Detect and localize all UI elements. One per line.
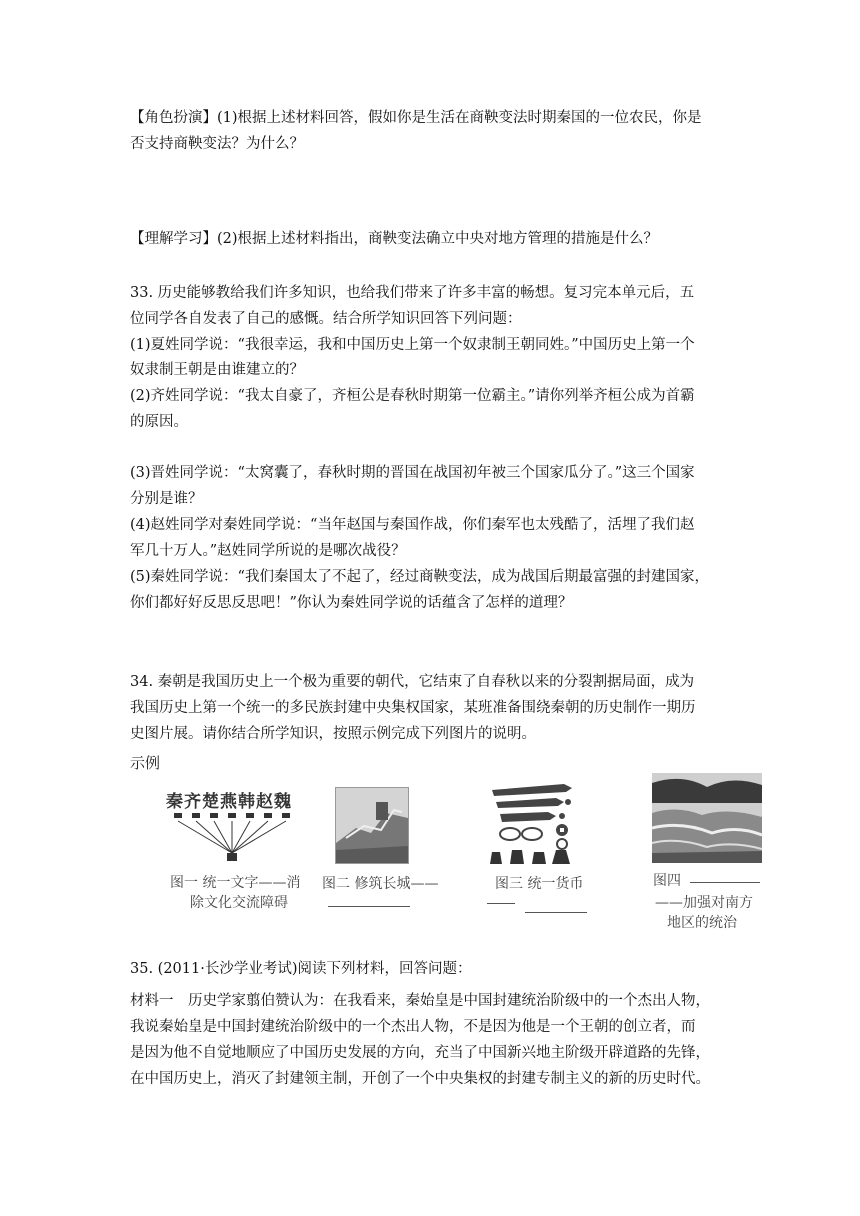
example-label: 示例 bbox=[130, 754, 161, 772]
q35-material-line: 材料一 历史学家翦伯赞认为：在我看来，秦始皇是中国封建统治阶级中的一个杰出人物， bbox=[130, 993, 710, 1009]
q35-material-line: 在中国历史上，消灭了封建领主制，开创了一个中央集权的封建专制主义的新的历史时代。 bbox=[130, 1071, 710, 1087]
q34-line: 史图片展。请你结合所学知识，按照示例完成下列图片的说明。 bbox=[130, 726, 536, 742]
q33-line: (5)秦姓同学说：“我们秦国太了不起了，经过商鞅变法，成为战国后期最富强的封建国家， bbox=[130, 569, 709, 585]
seven-states-text: 秦齐楚燕韩赵魏 bbox=[166, 792, 292, 812]
q34-line: 34. 秦朝是我国历史上一个极为重要的朝代，它结束了自春秋以来的分裂割据局面，成为 bbox=[130, 674, 695, 690]
q35-material-line: 我说秦始皇是中国封建统治阶级中的一个杰出人物，不是因为他是一个王朝的创立者，而 bbox=[130, 1019, 696, 1035]
q33-line: 33. 历史能够教给我们许多知识，也给我们带来了许多丰富的畅想。复习完本单元后，五 bbox=[130, 285, 695, 301]
fig4-caption-line1: 图四 bbox=[653, 873, 681, 889]
q33-line: 奴隶制王朝是由谁建立的？ bbox=[130, 362, 304, 378]
q33-line: 你们都好好反思反思吧！”你认为秦姓同学说的话蕴含了怎样的道理？ bbox=[130, 595, 573, 611]
fig3-currency-image bbox=[486, 778, 580, 868]
q33-line: (4)赵姓同学对秦姓同学说：“当年赵国与秦国作战，你们秦军也太残酷了，活埋了我们赵 bbox=[130, 517, 695, 533]
fig2-answer-blank[interactable] bbox=[328, 906, 410, 907]
fig4-caption-line2: ——加强对南方 bbox=[655, 895, 753, 911]
fig2-caption: 图二 修筑长城—— bbox=[322, 876, 439, 892]
q33-line: 的原因。 bbox=[130, 414, 188, 430]
q33-line: 分别是谁？ bbox=[130, 491, 203, 507]
role-play-line-1: 【角色扮演】(1)根据上述材料回答，假如你是生活在商鞅变法时期秦国的一位农民，你是 bbox=[130, 110, 702, 126]
fig1-caption-line2: 除文化交流障碍 bbox=[190, 895, 288, 911]
understand-line: 【理解学习】(2)根据上述材料指出，商鞅变法确立中央对地方管理的措施是什么？ bbox=[130, 231, 659, 247]
q33-line: (1)夏姓同学说：“我很幸运，我和中国历史上第一个奴隶制王朝同姓。”中国历史上第一个 bbox=[130, 337, 695, 353]
fig3-answer-blank-1[interactable] bbox=[487, 903, 515, 904]
fig3-answer-blank-2[interactable] bbox=[525, 912, 587, 913]
q33-line: (2)齐姓同学说：“我太自豪了，齐桓公是春秋时期第一位霸主。”请你列举齐桓公成为首霸 bbox=[130, 388, 695, 404]
role-play-line-2: 否支持商鞅变法？为什么？ bbox=[130, 136, 304, 152]
fig3-caption: 图三 统一货币 bbox=[495, 876, 584, 892]
fig2-great-wall-photo bbox=[335, 787, 409, 864]
q33-line: (3)晋姓同学说：“太窝囊了，春秋时期的晋国在战国初年被三个国家瓜分了。”这三个国家 bbox=[130, 465, 695, 481]
q34-line: 我国历史上第一个统一的多民族封建中央集权国家，某班准备围绕秦朝的历史制作一期历 bbox=[130, 700, 696, 716]
q33-line: 军几十万人。”赵姓同学所说的是哪次战役？ bbox=[130, 543, 406, 559]
fig4-caption-line3: 地区的统治 bbox=[667, 915, 737, 931]
fig1-caption-line1: 图一 统一文字——消 bbox=[170, 875, 301, 891]
q35-intro: 35. (2011·长沙学业考试)阅读下列材料，回答问题： bbox=[130, 961, 472, 977]
fig4-landscape-photo bbox=[652, 773, 762, 863]
fig1-script-diagram bbox=[160, 785, 310, 865]
fig4-answer-blank[interactable] bbox=[690, 882, 760, 883]
q35-material-line: 是因为他不自觉地顺应了中国历史发展的方向，充当了中国新兴地主阶级开辟道路的先锋， bbox=[130, 1045, 710, 1061]
q33-line: 位同学各自发表了自己的感慨。结合所学知识回答下列问题： bbox=[130, 311, 522, 327]
